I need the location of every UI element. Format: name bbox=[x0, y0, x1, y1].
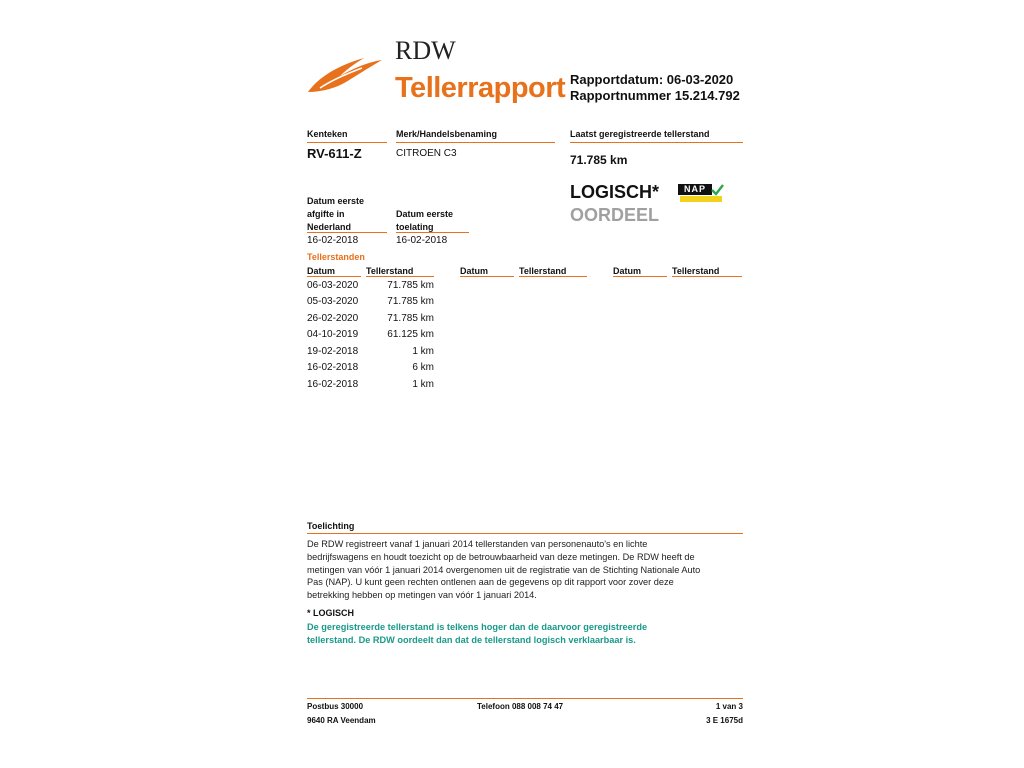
table-row-date: 16-02-2018 bbox=[307, 362, 359, 373]
col-date-header-2: Datum bbox=[460, 266, 489, 276]
first-nl-label-line3: Nederland bbox=[307, 222, 352, 232]
last-reading-value: 71.785 km bbox=[570, 153, 628, 167]
first-nl-date: 16-02-2018 bbox=[307, 235, 359, 246]
footer-address-1: Postbus 30000 bbox=[307, 702, 364, 711]
divider bbox=[307, 276, 361, 277]
explanation-line: betrekking hebben op metingen van vóór 1 januari 2014. bbox=[307, 590, 537, 601]
first-adm-date: 16-02-2018 bbox=[396, 235, 448, 246]
explanation-text bbox=[307, 538, 700, 602]
table-row-date: 05-03-2020 bbox=[307, 296, 359, 307]
table-row-reading: 61.125 km bbox=[387, 329, 434, 340]
explanation-line: metingen van vóór 1 januari 2014 overgenomen uit de registratie van de Stichting Nationale Auto bbox=[307, 564, 701, 575]
col-date-header-3: Datum bbox=[613, 266, 642, 276]
plate-label: Kenteken bbox=[307, 129, 348, 139]
nap-logo-text: NAP bbox=[678, 184, 712, 195]
footer-address-2: 9640 RA Veendam bbox=[307, 716, 376, 725]
col-reading-header-2: Tellerstand bbox=[519, 266, 567, 276]
report-date: Rapportdatum: 06-03-2020 bbox=[570, 72, 734, 87]
footer-divider bbox=[307, 698, 743, 699]
note-text bbox=[307, 621, 647, 647]
table-row-date: 06-03-2020 bbox=[307, 280, 359, 291]
note-title: * LOGISCH bbox=[307, 608, 355, 618]
divider bbox=[396, 232, 469, 233]
col-date-header: Datum bbox=[307, 266, 336, 276]
divider bbox=[672, 276, 742, 277]
explanation-title: Toelichting bbox=[307, 521, 355, 531]
table-row-reading: 1 km bbox=[412, 379, 434, 390]
last-reading-label: Laatst geregistreerde tellerstand bbox=[570, 129, 710, 139]
rdw-logo-icon bbox=[306, 52, 384, 96]
divider bbox=[307, 232, 387, 233]
readings-section-title: Tellerstanden bbox=[307, 252, 365, 262]
footer-code: 3 E 1675d bbox=[706, 716, 743, 725]
divider bbox=[570, 142, 743, 143]
table-row-date: 04-10-2019 bbox=[307, 329, 359, 340]
note-line: De geregistreerde tellerstand is telkens hoger dan de daarvoor geregistreerde bbox=[307, 622, 648, 632]
report-number: Rapportnummer 15.214.792 bbox=[570, 88, 740, 103]
verdict-label: OORDEEL bbox=[570, 205, 660, 225]
divider bbox=[307, 533, 743, 534]
check-icon bbox=[711, 184, 724, 196]
divider bbox=[366, 276, 434, 277]
table-row-date: 19-02-2018 bbox=[307, 346, 359, 357]
table-row-reading: 71.785 km bbox=[387, 313, 434, 324]
nap-logo-icon bbox=[678, 184, 724, 202]
page-title: Tellerrapport bbox=[395, 72, 566, 104]
note-line: tellerstand. De RDW oordeelt dan dat de tellerstand logisch verklaarbaar is. bbox=[307, 635, 636, 645]
col-reading-header-3: Tellerstand bbox=[672, 266, 720, 276]
first-nl-label-line2: afgifte in bbox=[307, 209, 345, 219]
table-row-reading: 1 km bbox=[412, 346, 434, 357]
license-plate: RV-611-Z bbox=[307, 146, 362, 161]
org-name: RDW bbox=[395, 36, 456, 65]
divider bbox=[396, 142, 555, 143]
footer-page: 1 van 3 bbox=[715, 702, 743, 711]
verdict-value: LOGISCH* bbox=[570, 182, 660, 202]
divider bbox=[460, 276, 514, 277]
table-row-reading: 71.785 km bbox=[387, 296, 434, 307]
divider bbox=[613, 276, 667, 277]
explanation-line: De RDW registreert vanaf 1 januari 2014 tellerstanden van personenauto's en lichte bbox=[307, 539, 648, 549]
col-reading-header: Tellerstand bbox=[366, 266, 414, 276]
first-nl-label-line1: Datum eerste bbox=[307, 196, 365, 206]
table-row-date: 26-02-2020 bbox=[307, 313, 359, 324]
footer-phone: Telefoon 088 008 74 47 bbox=[477, 702, 564, 711]
first-adm-label-line2: toelating bbox=[396, 222, 434, 232]
brand-value: CITROEN C3 bbox=[396, 148, 457, 159]
divider bbox=[307, 142, 387, 143]
explanation-line: bedrijfswagens en houdt toezicht op de betrouwbaarheid van deze metingen. De RDW heeft de bbox=[307, 551, 695, 562]
first-adm-label-line1: Datum eerste bbox=[396, 209, 454, 219]
brand-label: Merk/Handelsbenaming bbox=[396, 129, 498, 139]
table-row-reading: 6 km bbox=[412, 362, 434, 373]
table-row-date: 16-02-2018 bbox=[307, 379, 359, 390]
explanation-line: Pas (NAP). U kunt geen rechten ontlenen aan de gegevens op dit rapport voor zover deze bbox=[307, 577, 674, 588]
divider bbox=[519, 276, 587, 277]
table-row-reading: 71.785 km bbox=[387, 280, 434, 291]
